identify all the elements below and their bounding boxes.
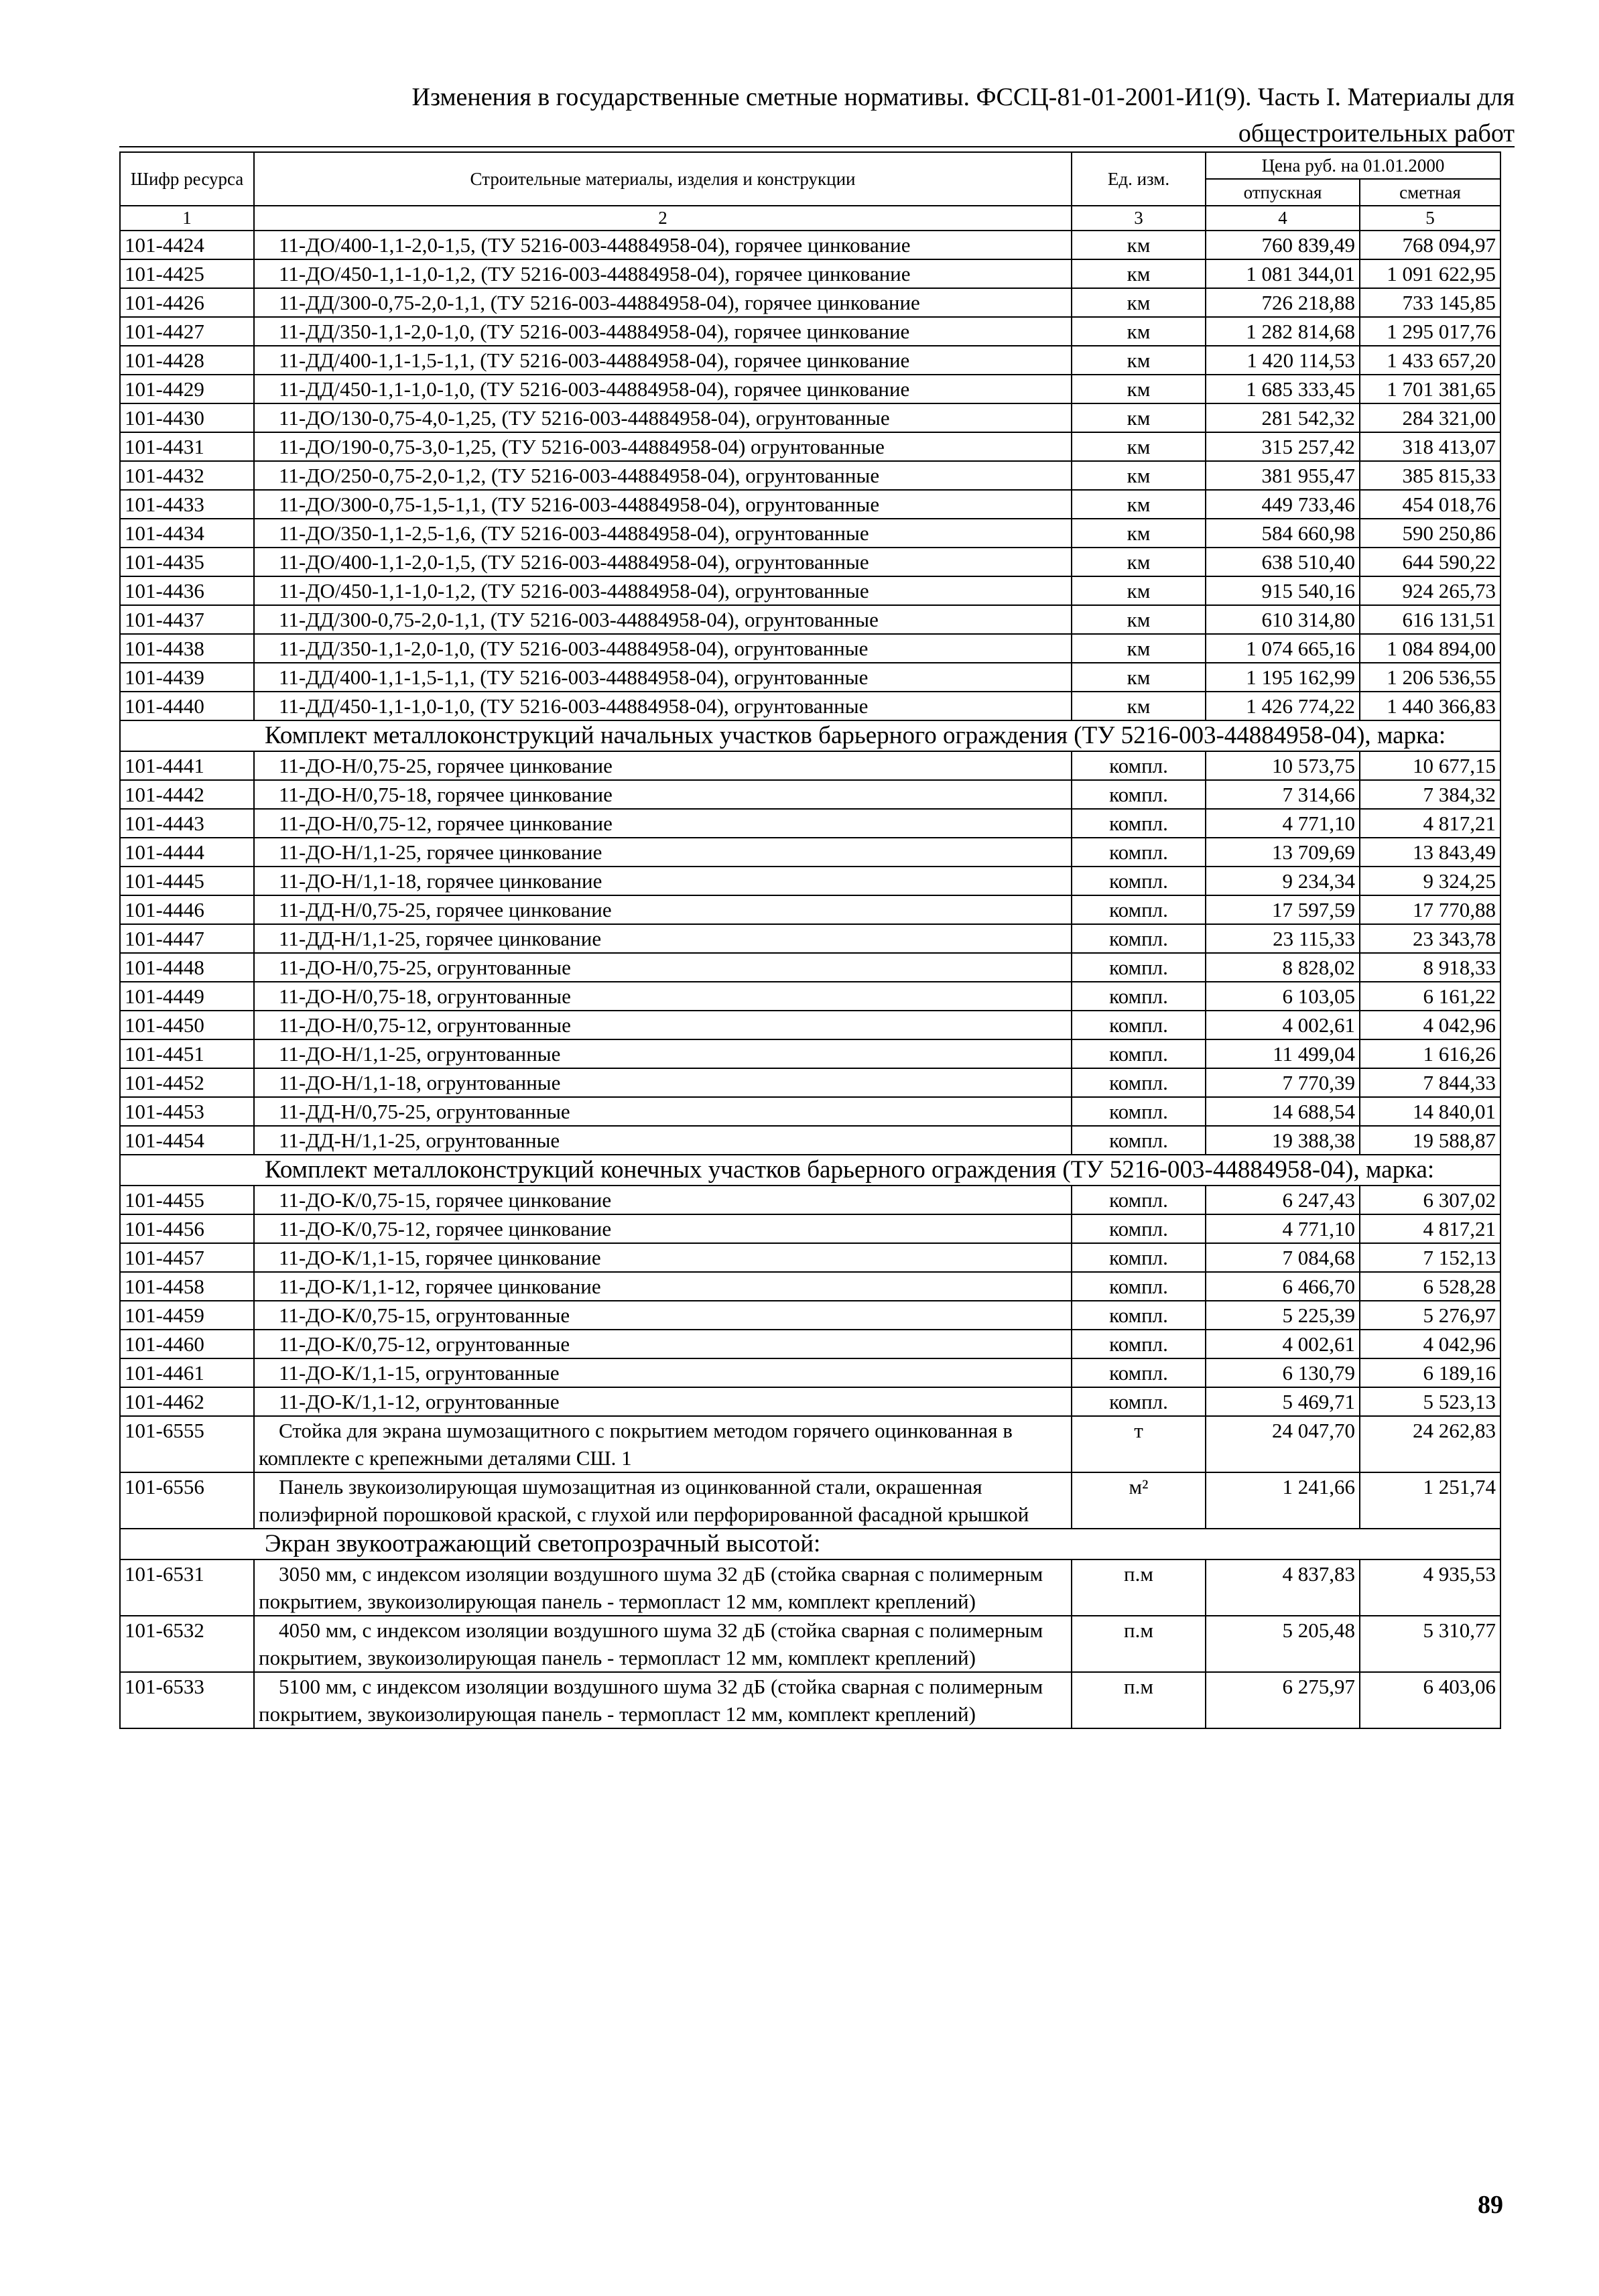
table-row (120, 809, 1500, 838)
estimate-price: 19 588,87 (1360, 1126, 1500, 1155)
table-row (120, 461, 1500, 490)
col-number-3: 3 (1072, 206, 1206, 231)
material-name: 11-ДД/300-0,75-2,0-1,1, (ТУ 5216-003-44884958-04), горячее цинкование (254, 288, 1072, 317)
resource-code: 101-4456 (120, 1214, 254, 1243)
estimate-price: 4 935,53 (1360, 1559, 1500, 1616)
resource-code: 101-4429 (120, 375, 254, 403)
material-name: 11-ДО-К/0,75-15, огрунтованные (254, 1301, 1072, 1330)
unit-cell: компл. (1072, 1301, 1206, 1330)
table-row (120, 1358, 1500, 1387)
estimate-price: 6 403,06 (1360, 1672, 1500, 1728)
release-price: 11 499,04 (1206, 1039, 1360, 1068)
resource-code: 101-4434 (120, 519, 254, 548)
release-price: 7 770,39 (1206, 1068, 1360, 1097)
resource-code: 101-4431 (120, 432, 254, 461)
material-name: 4050 мм, с индексом изоляции воздушного шума 32 дБ (стойка сварная с полимерным покрытием, звукоизолирующая панель - термопласт 12 мм, комплект креплений) (254, 1616, 1072, 1672)
table-row (120, 317, 1500, 346)
release-price: 6 103,05 (1206, 982, 1360, 1011)
estimate-price: 5 310,77 (1360, 1616, 1500, 1672)
resource-code: 101-4424 (120, 231, 254, 259)
unit-cell: компл. (1072, 1126, 1206, 1155)
table-row (120, 1068, 1500, 1097)
material-name: 11-ДД-Н/1,1-25, огрунтованные (254, 1126, 1072, 1155)
estimate-price: 318 413,07 (1360, 432, 1500, 461)
material-name: 11-ДО-Н/0,75-25, горячее цинкование (254, 751, 1072, 780)
material-name: 11-ДО-К/0,75-15, горячее цинкование (254, 1186, 1072, 1214)
estimate-price: 6 307,02 (1360, 1186, 1500, 1214)
unit-cell: компл. (1072, 953, 1206, 982)
col-number-5: 5 (1360, 206, 1500, 231)
table-row (120, 1330, 1500, 1358)
unit-cell: компл. (1072, 1214, 1206, 1243)
unit-cell: км (1072, 461, 1206, 490)
resource-code: 101-4432 (120, 461, 254, 490)
release-price: 17 597,59 (1206, 895, 1360, 924)
unit-cell: компл. (1072, 1068, 1206, 1097)
unit-cell: км (1072, 605, 1206, 634)
resource-code: 101-4455 (120, 1186, 254, 1214)
resource-code: 101-4449 (120, 982, 254, 1011)
unit-cell: компл. (1072, 1387, 1206, 1416)
header-line-1: Изменения в государственные сметные нормативы. ФССЦ-81-01-2001-И1(9). Часть I. Материалы для (411, 83, 1515, 111)
estimate-price: 7 844,33 (1360, 1068, 1500, 1097)
group-code-cell (120, 1155, 254, 1186)
material-name: 11-ДО/450-1,1-1,0-1,2, (ТУ 5216-003-44884958-04), огрунтованные (254, 576, 1072, 605)
estimate-price: 284 321,00 (1360, 403, 1500, 432)
table-row (120, 692, 1500, 720)
material-name: 11-ДД/400-1,1-1,5-1,1, (ТУ 5216-003-44884958-04), горячее цинкование (254, 346, 1072, 375)
estimate-price: 14 840,01 (1360, 1097, 1500, 1126)
resource-code: 101-4461 (120, 1358, 254, 1387)
estimate-price: 1 440 366,83 (1360, 692, 1500, 720)
material-name: 5100 мм, с индексом изоляции воздушного шума 32 дБ (стойка сварная с полимерным покрытием, звукоизолирующая панель - термопласт 12 мм, комплект креплений) (254, 1672, 1072, 1728)
estimate-price: 1 084 894,00 (1360, 634, 1500, 663)
release-price: 4 837,83 (1206, 1559, 1360, 1616)
unit-cell: км (1072, 548, 1206, 576)
estimate-price: 8 918,33 (1360, 953, 1500, 982)
release-price: 315 257,42 (1206, 432, 1360, 461)
group-header-row (120, 1529, 1500, 1559)
table-row (120, 576, 1500, 605)
resource-code: 101-4438 (120, 634, 254, 663)
release-price: 6 275,97 (1206, 1672, 1360, 1728)
estimate-price: 768 094,97 (1360, 231, 1500, 259)
release-price: 726 218,88 (1206, 288, 1360, 317)
group-code-cell (120, 720, 254, 751)
estimate-price: 7 384,32 (1360, 780, 1500, 809)
unit-cell: км (1072, 317, 1206, 346)
release-price: 4 771,10 (1206, 1214, 1360, 1243)
table-row (120, 1672, 1500, 1728)
unit-cell: компл. (1072, 751, 1206, 780)
col-price-header: Цена руб. на 01.01.2000 (1206, 152, 1500, 179)
table-row (120, 346, 1500, 375)
resource-code: 101-4450 (120, 1011, 254, 1039)
release-price: 584 660,98 (1206, 519, 1360, 548)
release-price: 9 234,34 (1206, 867, 1360, 895)
resource-code: 101-4439 (120, 663, 254, 692)
release-price: 5 225,39 (1206, 1301, 1360, 1330)
unit-cell: компл. (1072, 982, 1206, 1011)
table-row (120, 895, 1500, 924)
material-name: 11-ДО-Н/0,75-12, горячее цинкование (254, 809, 1072, 838)
resource-code: 101-4452 (120, 1068, 254, 1097)
table-row (120, 519, 1500, 548)
resource-code: 101-6532 (120, 1616, 254, 1672)
material-name: 11-ДО/300-0,75-1,5-1,1, (ТУ 5216-003-44884958-04), огрунтованные (254, 490, 1072, 519)
group-title: Экран звукоотражающий светопрозрачный высотой: (254, 1529, 1500, 1559)
table-body (120, 231, 1500, 1728)
estimate-price: 6 189,16 (1360, 1358, 1500, 1387)
group-header-row (120, 1155, 1500, 1186)
col-code-header: Шифр ресурса (120, 152, 254, 206)
resource-code: 101-4448 (120, 953, 254, 982)
estimate-price: 4 042,96 (1360, 1330, 1500, 1358)
unit-cell: компл. (1072, 1186, 1206, 1214)
resource-code: 101-4454 (120, 1126, 254, 1155)
table-row (120, 1616, 1500, 1672)
table-row (120, 1243, 1500, 1272)
table-row (120, 259, 1500, 288)
price-table (119, 151, 1501, 1729)
header-rule (119, 146, 1515, 147)
material-name: 11-ДД/400-1,1-1,5-1,1, (ТУ 5216-003-44884958-04), огрунтованные (254, 663, 1072, 692)
table-row (120, 432, 1500, 461)
release-price: 24 047,70 (1206, 1416, 1360, 1472)
col-unit-header: Ед. изм. (1072, 152, 1206, 206)
release-price: 281 542,32 (1206, 403, 1360, 432)
table-row (120, 605, 1500, 634)
unit-cell: м² (1072, 1472, 1206, 1529)
resource-code: 101-4442 (120, 780, 254, 809)
group-header-row (120, 720, 1500, 751)
table-row (120, 548, 1500, 576)
resource-code: 101-4458 (120, 1272, 254, 1301)
estimate-price: 5 276,97 (1360, 1301, 1500, 1330)
estimate-price: 1 206 536,55 (1360, 663, 1500, 692)
estimate-price: 9 324,25 (1360, 867, 1500, 895)
unit-cell: компл. (1072, 1272, 1206, 1301)
resource-code: 101-6533 (120, 1672, 254, 1728)
resource-code: 101-4462 (120, 1387, 254, 1416)
resource-code: 101-4430 (120, 403, 254, 432)
resource-code: 101-6555 (120, 1416, 254, 1472)
material-name: 11-ДО-Н/1,1-18, горячее цинкование (254, 867, 1072, 895)
estimate-price: 1 295 017,76 (1360, 317, 1500, 346)
resource-code: 101-6556 (120, 1472, 254, 1529)
material-name: 11-ДО-Н/1,1-25, горячее цинкование (254, 838, 1072, 867)
table-row (120, 231, 1500, 259)
table-row (120, 838, 1500, 867)
release-price: 638 510,40 (1206, 548, 1360, 576)
unit-cell: п.м (1072, 1559, 1206, 1616)
material-name: 11-ДД/350-1,1-2,0-1,0, (ТУ 5216-003-44884958-04), огрунтованные (254, 634, 1072, 663)
estimate-price: 6 161,22 (1360, 982, 1500, 1011)
unit-cell: компл. (1072, 838, 1206, 867)
material-name: 11-ДО/400-1,1-2,0-1,5, (ТУ 5216-003-44884958-04), горячее цинкование (254, 231, 1072, 259)
material-name: 11-ДД/450-1,1-1,0-1,0, (ТУ 5216-003-44884958-04), горячее цинкование (254, 375, 1072, 403)
col-release-header: отпускная (1206, 179, 1360, 206)
release-price: 14 688,54 (1206, 1097, 1360, 1126)
estimate-price: 1 091 622,95 (1360, 259, 1500, 288)
resource-code: 101-6531 (120, 1559, 254, 1616)
unit-cell: компл. (1072, 867, 1206, 895)
material-name: 11-ДО-К/1,1-15, горячее цинкование (254, 1243, 1072, 1272)
release-price: 6 130,79 (1206, 1358, 1360, 1387)
resource-code: 101-4446 (120, 895, 254, 924)
estimate-price: 5 523,13 (1360, 1387, 1500, 1416)
group-code-cell (120, 1529, 254, 1559)
material-name: 11-ДО-К/0,75-12, горячее цинкование (254, 1214, 1072, 1243)
release-price: 1 282 814,68 (1206, 317, 1360, 346)
unit-cell: км (1072, 490, 1206, 519)
material-name: 11-ДО/350-1,1-2,5-1,6, (ТУ 5216-003-44884958-04), огрунтованные (254, 519, 1072, 548)
material-name: 11-ДО-К/1,1-12, огрунтованные (254, 1387, 1072, 1416)
material-name: 11-ДО-К/1,1-12, горячее цинкование (254, 1272, 1072, 1301)
table-row (120, 1214, 1500, 1243)
release-price: 4 002,61 (1206, 1330, 1360, 1358)
unit-cell: км (1072, 403, 1206, 432)
table-row (120, 924, 1500, 953)
material-name: 11-ДО-К/1,1-15, огрунтованные (254, 1358, 1072, 1387)
release-price: 1 685 333,45 (1206, 375, 1360, 403)
estimate-price: 644 590,22 (1360, 548, 1500, 576)
resource-code: 101-4459 (120, 1301, 254, 1330)
material-name: 11-ДД/300-0,75-2,0-1,1, (ТУ 5216-003-44884958-04), огрунтованные (254, 605, 1072, 634)
resource-code: 101-4451 (120, 1039, 254, 1068)
resource-code: 101-4428 (120, 346, 254, 375)
group-title: Комплект металлоконструкций начальных участков барьерного ограждения (ТУ 5216-003-44884958-04), марка: (254, 720, 1500, 751)
unit-cell: компл. (1072, 1330, 1206, 1358)
table-row (120, 1097, 1500, 1126)
release-price: 915 540,16 (1206, 576, 1360, 605)
estimate-price: 17 770,88 (1360, 895, 1500, 924)
release-price: 7 314,66 (1206, 780, 1360, 809)
table-row (120, 634, 1500, 663)
resource-code: 101-4433 (120, 490, 254, 519)
table-row (120, 1559, 1500, 1616)
unit-cell: п.м (1072, 1616, 1206, 1672)
material-name: Стойка для экрана шумозащитного с покрытием методом горячего оцинкованная в комплекте с крепежными деталями СШ. 1 (254, 1416, 1072, 1472)
resource-code: 101-4460 (120, 1330, 254, 1358)
estimate-price: 23 343,78 (1360, 924, 1500, 953)
material-name: 11-ДО-Н/0,75-25, огрунтованные (254, 953, 1072, 982)
table-row (120, 403, 1500, 432)
unit-cell: п.м (1072, 1672, 1206, 1728)
unit-cell: компл. (1072, 1011, 1206, 1039)
unit-cell: км (1072, 259, 1206, 288)
table-row (120, 1472, 1500, 1529)
estimate-price: 13 843,49 (1360, 838, 1500, 867)
table-row (120, 953, 1500, 982)
release-price: 4 002,61 (1206, 1011, 1360, 1039)
unit-cell: компл. (1072, 1243, 1206, 1272)
material-name: 11-ДО-К/0,75-12, огрунтованные (254, 1330, 1072, 1358)
table-row (120, 1416, 1500, 1472)
unit-cell: км (1072, 634, 1206, 663)
resource-code: 101-4426 (120, 288, 254, 317)
table-row (120, 867, 1500, 895)
table-row (120, 1387, 1500, 1416)
release-price: 6 247,43 (1206, 1186, 1360, 1214)
table-row (120, 1011, 1500, 1039)
resource-code: 101-4437 (120, 605, 254, 634)
estimate-price: 4 817,21 (1360, 1214, 1500, 1243)
resource-code: 101-4457 (120, 1243, 254, 1272)
estimate-price: 924 265,73 (1360, 576, 1500, 605)
material-name: 11-ДО-Н/0,75-12, огрунтованные (254, 1011, 1072, 1039)
release-price: 1 081 344,01 (1206, 259, 1360, 288)
table-row (120, 982, 1500, 1011)
resource-code: 101-4444 (120, 838, 254, 867)
table-row (120, 1039, 1500, 1068)
col-number-2: 2 (254, 206, 1072, 231)
release-price: 1 074 665,16 (1206, 634, 1360, 663)
release-price: 5 205,48 (1206, 1616, 1360, 1672)
col-number-1: 1 (120, 206, 254, 231)
release-price: 23 115,33 (1206, 924, 1360, 953)
resource-code: 101-4445 (120, 867, 254, 895)
estimate-price: 10 677,15 (1360, 751, 1500, 780)
resource-code: 101-4441 (120, 751, 254, 780)
table-row (120, 288, 1500, 317)
release-price: 5 469,71 (1206, 1387, 1360, 1416)
release-price: 13 709,69 (1206, 838, 1360, 867)
estimate-price: 24 262,83 (1360, 1416, 1500, 1472)
estimate-price: 1 616,26 (1360, 1039, 1500, 1068)
unit-cell: км (1072, 432, 1206, 461)
material-name: 11-ДД-Н/1,1-25, горячее цинкование (254, 924, 1072, 953)
table-row (120, 1186, 1500, 1214)
col-name-header: Строительные материалы, изделия и конструкции (254, 152, 1072, 206)
col-number-4: 4 (1206, 206, 1360, 231)
unit-cell: компл. (1072, 924, 1206, 953)
unit-cell: км (1072, 375, 1206, 403)
material-name: 11-ДД-Н/0,75-25, огрунтованные (254, 1097, 1072, 1126)
material-name: 11-ДД-Н/0,75-25, горячее цинкование (254, 895, 1072, 924)
estimate-price: 6 528,28 (1360, 1272, 1500, 1301)
release-price: 1 195 162,99 (1206, 663, 1360, 692)
estimate-price: 1 701 381,65 (1360, 375, 1500, 403)
estimate-price: 1 433 657,20 (1360, 346, 1500, 375)
estimate-price: 7 152,13 (1360, 1243, 1500, 1272)
unit-cell: км (1072, 346, 1206, 375)
resource-code: 101-4440 (120, 692, 254, 720)
unit-cell: км (1072, 663, 1206, 692)
unit-cell: км (1072, 231, 1206, 259)
estimate-price: 454 018,76 (1360, 490, 1500, 519)
col-estimate-header: сметная (1360, 179, 1500, 206)
table-row (120, 375, 1500, 403)
release-price: 381 955,47 (1206, 461, 1360, 490)
estimate-price: 4 817,21 (1360, 809, 1500, 838)
material-name: 3050 мм, с индексом изоляции воздушного шума 32 дБ (стойка сварная с полимерным покрытием, звукоизолирующая панель - термопласт 12 мм, комплект креплений) (254, 1559, 1072, 1616)
unit-cell: км (1072, 692, 1206, 720)
resource-code: 101-4443 (120, 809, 254, 838)
release-price: 4 771,10 (1206, 809, 1360, 838)
material-name: 11-ДО-Н/1,1-18, огрунтованные (254, 1068, 1072, 1097)
unit-cell: компл. (1072, 780, 1206, 809)
release-price: 10 573,75 (1206, 751, 1360, 780)
resource-code: 101-4453 (120, 1097, 254, 1126)
resource-code: 101-4435 (120, 548, 254, 576)
material-name: 11-ДД/450-1,1-1,0-1,0, (ТУ 5216-003-44884958-04), огрунтованные (254, 692, 1072, 720)
header-line-2: общестроительных работ (1238, 119, 1515, 147)
group-title: Комплект металлоконструкций конечных участков барьерного ограждения (ТУ 5216-003-44884958-04), марка: (254, 1155, 1500, 1186)
unit-cell: компл. (1072, 1097, 1206, 1126)
unit-cell: компл. (1072, 1358, 1206, 1387)
material-name: 11-ДО-Н/1,1-25, огрунтованные (254, 1039, 1072, 1068)
material-name: 11-ДО-Н/0,75-18, горячее цинкование (254, 780, 1072, 809)
release-price: 8 828,02 (1206, 953, 1360, 982)
material-name: Панель звукоизолирующая шумозащитная из оцинкованной стали, окрашенная полиэфирной порошковой краской, с глухой или перфорированной фасадной крышкой (254, 1472, 1072, 1529)
unit-cell: км (1072, 519, 1206, 548)
unit-cell: компл. (1072, 809, 1206, 838)
release-price: 1 426 774,22 (1206, 692, 1360, 720)
unit-cell: компл. (1072, 895, 1206, 924)
release-price: 19 388,38 (1206, 1126, 1360, 1155)
material-name: 11-ДО/450-1,1-1,0-1,2, (ТУ 5216-003-44884958-04), горячее цинкование (254, 259, 1072, 288)
material-name: 11-ДО-Н/0,75-18, огрунтованные (254, 982, 1072, 1011)
resource-code: 101-4427 (120, 317, 254, 346)
estimate-price: 1 251,74 (1360, 1472, 1500, 1529)
release-price: 7 084,68 (1206, 1243, 1360, 1272)
release-price: 760 839,49 (1206, 231, 1360, 259)
estimate-price: 385 815,33 (1360, 461, 1500, 490)
table-row (120, 663, 1500, 692)
table-row (120, 1301, 1500, 1330)
unit-cell: км (1072, 576, 1206, 605)
estimate-price: 4 042,96 (1360, 1011, 1500, 1039)
resource-code: 101-4425 (120, 259, 254, 288)
material-name: 11-ДД/350-1,1-2,0-1,0, (ТУ 5216-003-44884958-04), горячее цинкование (254, 317, 1072, 346)
unit-cell: т (1072, 1416, 1206, 1472)
table-row (120, 1126, 1500, 1155)
release-price: 6 466,70 (1206, 1272, 1360, 1301)
material-name: 11-ДО/400-1,1-2,0-1,5, (ТУ 5216-003-44884958-04), огрунтованные (254, 548, 1072, 576)
material-name: 11-ДО/130-0,75-4,0-1,25, (ТУ 5216-003-44884958-04), огрунтованные (254, 403, 1072, 432)
estimate-price: 616 131,51 (1360, 605, 1500, 634)
table-row (120, 1272, 1500, 1301)
table-row (120, 490, 1500, 519)
resource-code: 101-4436 (120, 576, 254, 605)
table-row (120, 780, 1500, 809)
material-name: 11-ДО/250-0,75-2,0-1,2, (ТУ 5216-003-44884958-04), огрунтованные (254, 461, 1072, 490)
page-header (328, 79, 1515, 151)
unit-cell: км (1072, 288, 1206, 317)
release-price: 1 241,66 (1206, 1472, 1360, 1529)
estimate-price: 733 145,85 (1360, 288, 1500, 317)
release-price: 449 733,46 (1206, 490, 1360, 519)
material-name: 11-ДО/190-0,75-3,0-1,25, (ТУ 5216-003-44884958-04) огрунтованные (254, 432, 1072, 461)
estimate-price: 590 250,86 (1360, 519, 1500, 548)
release-price: 610 314,80 (1206, 605, 1360, 634)
page-number: 89 (1478, 2191, 1503, 2219)
release-price: 1 420 114,53 (1206, 346, 1360, 375)
unit-cell: компл. (1072, 1039, 1206, 1068)
table-row (120, 751, 1500, 780)
resource-code: 101-4447 (120, 924, 254, 953)
